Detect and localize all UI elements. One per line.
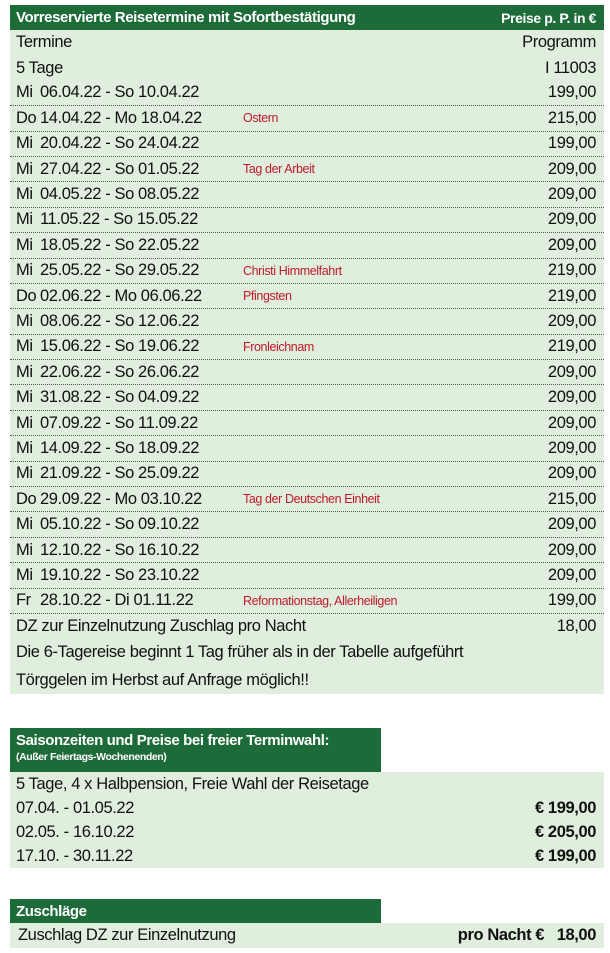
row-price: 209,00 <box>547 565 596 584</box>
row-range: 07.09.22 - So 11.09.22 <box>40 413 198 432</box>
single-price: 18,00 <box>556 617 596 636</box>
row-day: Mi <box>16 540 33 559</box>
table-row <box>10 309 604 334</box>
saison-price: € 199,00 <box>534 846 596 865</box>
row-range: 27.04.22 - So 01.05.22 <box>40 159 200 178</box>
saison-row <box>10 820 604 844</box>
row-day: Mi <box>16 438 33 457</box>
row-range: 02.06.22 - Mo 06.06.22 <box>40 286 202 305</box>
zuschlag-row <box>10 923 604 948</box>
row-day: Mi <box>16 159 33 178</box>
saison-header <box>10 728 381 772</box>
table-row <box>10 462 604 487</box>
saison-range: 02.05. - 16.10.22 <box>16 822 134 841</box>
row-day: Mi <box>16 515 33 534</box>
row-day: Mi <box>16 185 33 204</box>
row-price: 209,00 <box>547 515 596 534</box>
row-day: Mi <box>16 362 33 381</box>
row-price: 219,00 <box>547 261 596 280</box>
row-range: 08.06.22 - So 12.06.22 <box>40 311 200 330</box>
row-holiday: Christi Himmelfahrt <box>243 263 342 278</box>
single-supplement-row <box>10 614 604 639</box>
date-rows <box>10 81 604 614</box>
row-day: Mi <box>16 134 33 153</box>
row-price: 215,00 <box>547 489 596 508</box>
row-price: 209,00 <box>547 311 596 330</box>
zuschlag-label: Zuschlag DZ zur Einzelnutzung <box>18 926 236 944</box>
row-price: 209,00 <box>547 362 596 381</box>
reisetermine-table <box>10 5 604 694</box>
note-row <box>10 666 604 694</box>
table-row <box>10 411 604 436</box>
row-range: 15.06.22 - So 19.06.22 <box>40 337 200 356</box>
row-day: Mi <box>16 235 33 254</box>
table-row <box>10 487 604 512</box>
saison-desc: 5 Tage, 4 x Halbpension, Freie Wahl der Reisetage <box>16 774 369 793</box>
row-range: 06.04.22 - So 10.04.22 <box>40 83 200 102</box>
row-day: Do <box>16 286 37 305</box>
row-range: 20.04.22 - So 24.04.22 <box>40 134 200 153</box>
row-day: Fr <box>16 591 31 610</box>
row-range: 12.10.22 - So 16.10.22 <box>40 540 200 559</box>
row-day: Mi <box>16 565 33 584</box>
table-row <box>10 259 604 284</box>
row-holiday: Ostern <box>243 111 279 126</box>
table-row <box>10 81 604 106</box>
table-header <box>10 5 604 30</box>
zuschlag-price: pro Nacht € 18,00 <box>457 926 596 944</box>
table-row <box>10 385 604 410</box>
row-price: 209,00 <box>547 464 596 483</box>
row-price: 209,00 <box>547 210 596 229</box>
note-toerggelen: Törggelen im Herbst auf Anfrage möglich!! <box>16 670 309 689</box>
row-range: 18.05.22 - So 22.05.22 <box>40 235 200 254</box>
zuschlaege-table <box>10 899 604 948</box>
saisonzeiten-table <box>10 728 604 868</box>
single-label: DZ zur Einzelnutzung Zuschlag pro Nacht <box>16 617 306 636</box>
row-day: Mi <box>16 413 33 432</box>
note-row <box>10 639 604 666</box>
duration-label: 5 Tage <box>16 58 63 77</box>
row-range: 19.10.22 - So 23.10.22 <box>40 565 200 584</box>
table-row <box>10 182 604 207</box>
column-header-row <box>10 30 604 55</box>
row-range: 28.10.22 - Di 01.11.22 <box>40 591 194 610</box>
saison-range: 17.10. - 30.11.22 <box>16 846 133 865</box>
row-range: 31.08.22 - So 04.09.22 <box>40 388 200 407</box>
row-price: 219,00 <box>547 337 596 356</box>
saison-price: € 199,00 <box>534 798 596 817</box>
row-day: Mi <box>16 311 33 330</box>
table-row <box>10 106 604 131</box>
row-price: 199,00 <box>547 591 596 610</box>
saison-range: 07.04. - 01.05.22 <box>16 798 134 817</box>
row-price: 215,00 <box>547 108 596 127</box>
table-row <box>10 538 604 563</box>
row-price: 209,00 <box>547 540 596 559</box>
row-day: Mi <box>16 337 33 356</box>
duration-row <box>10 55 604 80</box>
table-row <box>10 512 604 537</box>
row-day: Mi <box>16 464 33 483</box>
row-price: 209,00 <box>547 159 596 178</box>
row-price: 209,00 <box>547 185 596 204</box>
table-title: Vorreservierte Reisetermine mit Sofortbestätigung <box>16 9 356 26</box>
row-holiday: Fronleichnam <box>243 339 314 354</box>
table-row <box>10 335 604 360</box>
price-note: Preise p. P. in € <box>501 9 596 26</box>
row-day: Mi <box>16 83 33 102</box>
row-holiday: Pfingsten <box>243 289 292 304</box>
row-range: 14.09.22 - So 18.09.22 <box>40 438 200 457</box>
zuschlaege-header <box>10 899 381 923</box>
row-price: 209,00 <box>547 388 596 407</box>
saison-price: € 205,00 <box>534 822 596 841</box>
table-row <box>10 436 604 461</box>
row-range: 22.06.22 - So 26.06.22 <box>40 362 200 381</box>
col-termine: Termine <box>16 33 72 52</box>
row-range: 21.09.22 - So 25.09.22 <box>40 464 200 483</box>
row-price: 219,00 <box>547 286 596 305</box>
row-range: 14.04.22 - Mo 18.04.22 <box>40 108 202 127</box>
row-price: 209,00 <box>547 438 596 457</box>
table-row <box>10 132 604 157</box>
row-price: 209,00 <box>547 235 596 254</box>
table-row <box>10 360 604 385</box>
saison-row <box>10 796 604 820</box>
row-day: Mi <box>16 210 33 229</box>
row-holiday: Reformationstag, Allerheiligen <box>243 593 398 608</box>
row-holiday: Tag der Arbeit <box>243 162 315 177</box>
saison-row <box>10 844 604 868</box>
saison-title: Saisonzeiten und Preise bei freier Terminwahl: <box>16 732 330 749</box>
row-day: Mi <box>16 261 33 280</box>
row-price: 209,00 <box>547 413 596 432</box>
row-range: 05.10.22 - So 09.10.22 <box>40 515 200 534</box>
saison-subtitle: (Außer Feiertags-Wochenenden) <box>16 751 167 763</box>
row-holiday: Tag der Deutschen Einheit <box>243 492 380 507</box>
table-row <box>10 157 604 182</box>
table-row <box>10 208 604 233</box>
row-range: 29.09.22 - Mo 03.10.22 <box>40 489 202 508</box>
program-code: I 11003 <box>544 58 596 77</box>
row-day: Mi <box>16 388 33 407</box>
row-price: 199,00 <box>547 134 596 153</box>
row-range: 04.05.22 - So 08.05.22 <box>40 185 200 204</box>
table-row <box>10 563 604 588</box>
zuschlaege-title: Zuschläge <box>16 902 87 920</box>
table-row <box>10 233 604 258</box>
col-programm: Programm <box>522 33 596 52</box>
row-day: Do <box>16 489 37 508</box>
note-6-tage: Die 6-Tagereise beginnt 1 Tag früher als in der Tabelle aufgeführt <box>16 643 464 662</box>
row-range: 11.05.22 - So 15.05.22 <box>40 210 198 229</box>
table-row <box>10 589 604 614</box>
saison-desc-row <box>10 772 604 796</box>
row-day: Do <box>16 108 37 127</box>
table-row <box>10 284 604 309</box>
row-price: 199,00 <box>547 83 596 102</box>
row-range: 25.05.22 - So 29.05.22 <box>40 261 200 280</box>
